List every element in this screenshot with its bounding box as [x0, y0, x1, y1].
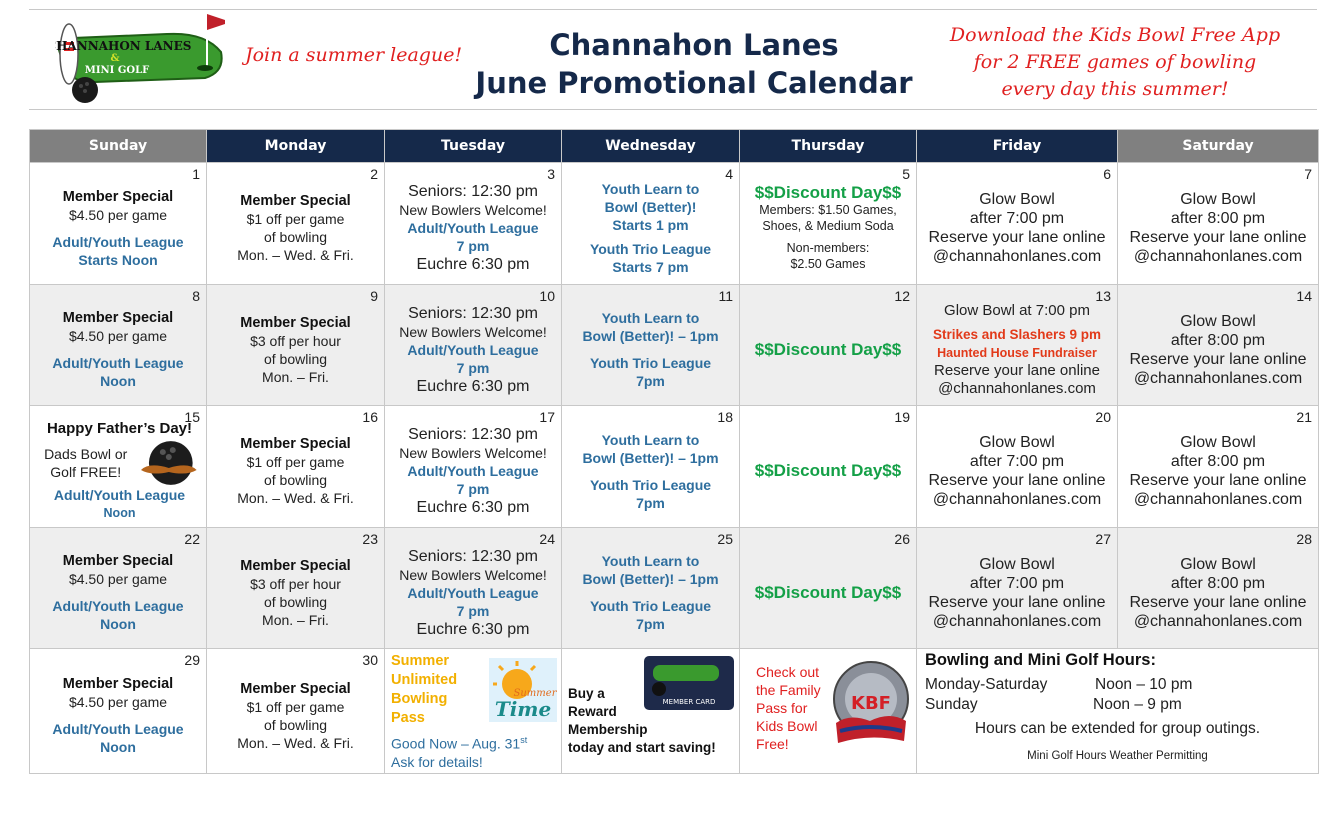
svg-text:MINI GOLF: MINI GOLF — [84, 65, 150, 76]
day-cell — [385, 527, 562, 649]
cell-line: Kids Bowl — [756, 718, 818, 734]
cell-line: Mon. – Wed. & Fri. — [237, 247, 354, 264]
day-number: 29 — [184, 652, 200, 668]
day-cell — [917, 406, 1118, 528]
day-cell — [740, 284, 917, 406]
day-cell — [1118, 163, 1319, 285]
header-sunday: Sunday — [30, 130, 207, 163]
cell-line: Starts 1 pm — [612, 217, 689, 234]
cell-line: $$Discount Day$$ — [754, 339, 902, 359]
website-link[interactable]: @channahonlanes.com — [1133, 248, 1303, 266]
header-tuesday: Tuesday — [385, 130, 562, 163]
cell-line: $1 off per game — [246, 698, 345, 715]
cell-line: Unlimited — [391, 672, 458, 688]
cell-line: Adult/Youth League — [52, 721, 184, 738]
cell-line: Youth Trio League — [589, 598, 712, 615]
day-cell — [917, 163, 1118, 285]
cell-line: Adult/Youth League — [407, 584, 539, 601]
title-line-1: Channahon Lanes — [549, 28, 839, 62]
day-number: 7 — [1304, 166, 1312, 182]
cell-line: Dads Bowl or — [44, 446, 128, 463]
cell-line: Summer — [391, 653, 450, 669]
cell-line: $3 off per hour — [250, 332, 341, 349]
summer-league-promo: Join a summer league! — [245, 44, 463, 66]
cell-line: of bowling — [263, 350, 328, 367]
cell-line: Youth Trio League — [589, 241, 712, 258]
day-number: 15 — [184, 409, 200, 425]
cell-line: after 8:00 pm — [1170, 210, 1266, 228]
day-cell — [562, 163, 740, 285]
cell-line: Free! — [756, 736, 789, 752]
cell-line: Glow Bowl — [1180, 312, 1256, 330]
cell-line: Reserve your lane online — [928, 472, 1106, 490]
cell-line: Mon. – Wed. & Fri. — [237, 734, 354, 751]
cell-line: Noon — [100, 616, 136, 633]
day-number: 22 — [184, 530, 200, 547]
cell-line: Euchre 6:30 pm — [416, 499, 530, 517]
website-link[interactable]: @channahonlanes.com — [932, 612, 1102, 630]
cell-line: Bowling — [391, 691, 448, 707]
cell-line: $$Discount Day$$ — [754, 582, 902, 602]
cell-line: after 8:00 pm — [1170, 574, 1266, 592]
cell-line: Youth Trio League — [589, 355, 712, 372]
mustache-bowling-ball-icon — [135, 440, 203, 486]
cell-line: New Bowlers Welcome! — [399, 202, 547, 219]
channahon-lanes-logo — [55, 12, 225, 104]
cell-line: Members: $1.50 Games, — [759, 203, 897, 218]
cell-line: of bowling — [263, 716, 328, 733]
cell-line: after 7:00 pm — [969, 574, 1065, 592]
cell-line: Starts Noon — [78, 251, 158, 268]
svg-text:CHANNAHON LANES: CHANNAHON LANES — [55, 39, 192, 53]
svg-text:KBF: KBF — [851, 693, 891, 714]
day-number: 18 — [717, 409, 733, 425]
cell-line: $$Discount Day$$ — [754, 461, 902, 481]
cell-line: $1 off per game — [246, 211, 345, 228]
cell-line: after 7:00 pm — [969, 453, 1065, 471]
cell-line: Glow Bowl — [979, 191, 1055, 209]
day-number: 6 — [1103, 166, 1111, 182]
day-cell — [917, 527, 1118, 649]
cell-line: Bowl (Better)! — [604, 199, 697, 216]
cell-line: Adult/Youth League — [53, 487, 186, 504]
cell-line: of bowling — [263, 229, 328, 246]
cell-line: Glow Bowl — [979, 555, 1055, 573]
week-row — [30, 527, 1319, 649]
cell-line: $4.50 per game — [68, 694, 168, 711]
day-number: 24 — [539, 530, 555, 547]
day-cell — [1118, 406, 1319, 528]
cell-line: Reserve your lane online — [1129, 229, 1307, 247]
cell-line: Seniors: 12:30 pm — [408, 426, 538, 444]
cell-line: Seniors: 12:30 pm — [408, 304, 538, 322]
svg-text:Time: Time — [494, 697, 552, 721]
cell-line: Bowl (Better)! – 1pm — [582, 571, 719, 588]
cell-line: Pass for — [756, 700, 808, 716]
cell-line: Glow Bowl — [1180, 191, 1256, 209]
hours-title: Bowling and Mini Golf Hours: — [925, 651, 1156, 669]
day-number: 10 — [539, 287, 555, 304]
cell-line: Membership — [568, 722, 648, 737]
day-cell — [562, 284, 740, 406]
cell-line: Member Special — [62, 310, 174, 327]
cell-line: Glow Bowl — [1180, 434, 1256, 452]
day-cell — [385, 163, 562, 285]
cell-line: Reserve your lane online — [934, 361, 1100, 379]
cell-line: the Family — [756, 682, 821, 698]
day-number: 26 — [894, 530, 910, 547]
cell-line: Youth Learn to — [601, 553, 700, 570]
cell-line: after 8:00 pm — [1170, 453, 1266, 471]
cell-line: Member Special — [62, 676, 174, 693]
cell-line: Haunted House Fundraiser — [937, 345, 1097, 360]
website-link[interactable]: @channahonlanes.com — [932, 491, 1102, 509]
cell-line: $4.50 per game — [68, 571, 168, 588]
day-number: 25 — [717, 530, 733, 547]
cell-line: Seniors: 12:30 pm — [408, 183, 538, 201]
header-saturday: Saturday — [1118, 130, 1319, 163]
cell-line: Adult/Youth League — [407, 463, 539, 480]
day-number: 21 — [1296, 409, 1312, 425]
cell-line: Youth Learn to — [601, 431, 700, 448]
day-cell — [207, 527, 385, 649]
cell-line: Bowl (Better)! – 1pm — [582, 328, 719, 345]
day-cell — [30, 163, 207, 285]
cell-line: Starts 7 pm — [612, 259, 689, 276]
cell-line: $$Discount Day$$ — [754, 183, 902, 203]
hours-days: Monday-Saturday — [925, 676, 1048, 693]
cell-line: Euchre 6:30 pm — [416, 377, 530, 395]
header-wednesday: Wednesday — [562, 130, 740, 163]
day-number: 8 — [192, 287, 200, 304]
website-link[interactable]: @channahonlanes.com — [1133, 369, 1303, 387]
cell-line: Glow Bowl at 7:00 pm — [944, 301, 1090, 319]
day-number: 16 — [362, 409, 378, 425]
promo-line-2: for 2 FREE games of bowling — [973, 51, 1257, 73]
cell-line: $3 off per hour — [250, 575, 341, 592]
day-cell — [1118, 284, 1319, 406]
day-number: 19 — [894, 409, 910, 425]
website-link[interactable]: @channahonlanes.com — [1133, 612, 1303, 630]
day-cell — [30, 284, 207, 406]
cell-line: Glow Bowl — [979, 434, 1055, 452]
cell-line: Shoes, & Medium Soda — [762, 219, 894, 234]
day-cell — [562, 527, 740, 649]
day-number: 17 — [539, 409, 555, 425]
cell-line: today and start saving! — [568, 740, 716, 755]
day-number: 14 — [1296, 287, 1312, 304]
cell-line: Bowl (Better)! – 1pm — [582, 449, 719, 466]
cell-line: New Bowlers Welcome! — [399, 323, 547, 340]
cell-line: Glow Bowl — [1180, 555, 1256, 573]
cell-line: Golf FREE! — [50, 464, 122, 481]
cell-line: Noon — [103, 506, 136, 521]
cell-line: after 7:00 pm — [969, 210, 1065, 228]
header-monday: Monday — [207, 130, 385, 163]
promo-line-3: every day this summer! — [1001, 78, 1229, 100]
day-number: 3 — [547, 166, 555, 182]
week-row — [30, 163, 1319, 285]
cell-line: New Bowlers Welcome! — [399, 566, 547, 583]
website-link[interactable]: @channahonlanes.com — [1133, 491, 1303, 509]
day-cell — [30, 649, 207, 774]
cell-line: Buy a — [568, 686, 605, 701]
day-number: 28 — [1296, 530, 1312, 547]
header-thursday: Thursday — [740, 130, 917, 163]
cell-line: Mon. – Fri. — [262, 611, 329, 628]
cell-line: Check out — [756, 664, 820, 680]
cell-line: of bowling — [263, 472, 328, 489]
cell-line: Youth Trio League — [589, 476, 712, 493]
cell-line: Happy Father’s Day! — [46, 420, 193, 438]
day-cell — [207, 163, 385, 285]
cell-line: 7pm — [636, 494, 665, 511]
cell-line: Reward — [568, 704, 617, 719]
day-cell — [385, 284, 562, 406]
summer-time-image — [489, 658, 557, 722]
cell-line: after 8:00 pm — [1170, 331, 1266, 349]
header-friday: Friday — [917, 130, 1118, 163]
cell-line: Pass — [391, 710, 425, 726]
svg-text:Summer: Summer — [513, 688, 557, 699]
day-number: 30 — [362, 652, 378, 668]
hours-footnote: Mini Golf Hours Weather Permitting — [1027, 750, 1208, 762]
day-cell — [917, 284, 1118, 406]
day-number: 20 — [1095, 409, 1111, 425]
cell-line: Member Special — [240, 314, 351, 331]
day-cell — [30, 406, 207, 528]
day-cell — [740, 406, 917, 528]
cell-line: Reserve your lane online — [928, 229, 1106, 247]
cell-line: Euchre 6:30 pm — [416, 256, 530, 274]
hours-time: Noon – 10 pm — [1095, 676, 1193, 693]
hours-time: Noon – 9 pm — [1093, 696, 1182, 713]
day-cell — [385, 406, 562, 528]
cell-line: 7 pm — [456, 238, 490, 255]
cell-line: Euchre 6:30 pm — [416, 620, 530, 638]
day-number: 12 — [894, 287, 910, 304]
cell-line: 7 pm — [456, 359, 490, 376]
week-row — [30, 649, 1319, 774]
day-number: 23 — [362, 530, 378, 547]
cell-line: $1 off per game — [246, 454, 345, 471]
kbf-badge-image — [830, 659, 912, 747]
cell-line: Reserve your lane online — [1129, 593, 1307, 611]
day-cell — [740, 163, 917, 285]
day-number: 11 — [718, 287, 733, 304]
cell-line: Strikes and Slashers 9 pm — [932, 326, 1102, 342]
cell-line: 7 pm — [456, 481, 490, 498]
cell-line: Reserve your lane online — [1129, 472, 1307, 490]
kids-bowl-free-cell — [740, 649, 917, 774]
cell-line: 7 pm — [456, 602, 490, 619]
kids-bowl-free-promo — [930, 22, 1300, 103]
day-cell — [1118, 527, 1319, 649]
website-link[interactable]: @channahonlanes.com — [938, 379, 1096, 397]
hours-cell — [917, 649, 1319, 774]
cell-line: Member Special — [240, 436, 351, 453]
reward-membership-cell — [562, 649, 740, 774]
day-cell — [207, 649, 385, 774]
svg-text:&: & — [110, 53, 120, 64]
day-number: 4 — [725, 166, 733, 182]
june-calendar — [29, 129, 1319, 774]
day-cell — [562, 406, 740, 528]
day-cell — [740, 527, 917, 649]
cell-line: of bowling — [263, 593, 328, 610]
hours-note: Hours can be extended for group outings. — [974, 720, 1261, 737]
cell-line: $2.50 Games — [790, 257, 866, 272]
cell-line: Adult/Youth League — [52, 355, 184, 372]
cell-line: Member Special — [240, 680, 351, 697]
cell-line: Adult/Youth League — [407, 220, 539, 237]
header-rule — [29, 109, 1317, 110]
cell-line: Reserve your lane online — [928, 593, 1106, 611]
promo-line-1: Download the Kids Bowl Free App — [949, 24, 1281, 46]
cell-line: Adult/Youth League — [407, 341, 539, 358]
day-cell — [30, 527, 207, 649]
top-rule — [29, 9, 1317, 10]
cell-line: Member Special — [240, 193, 351, 210]
cell-line: Non-members: — [786, 241, 870, 256]
cell-line: Member Special — [240, 557, 351, 574]
cell-line: Youth Learn to — [601, 310, 700, 327]
page-title — [470, 26, 918, 102]
day-cell — [207, 284, 385, 406]
cell-line: Good Now – Aug. 31st — [391, 735, 528, 752]
cell-line: Noon — [100, 373, 136, 390]
cell-line: Youth Learn to — [601, 181, 700, 198]
day-number: 2 — [370, 166, 378, 182]
cell-line: Adult/Youth League — [52, 598, 184, 615]
cell-line: $4.50 per game — [68, 206, 168, 223]
day-number: 1 — [192, 166, 200, 182]
hours-days: Sunday — [925, 696, 978, 713]
cell-line: Member Special — [62, 188, 174, 205]
website-link[interactable]: @channahonlanes.com — [932, 248, 1102, 266]
cell-line: Mon. – Wed. & Fri. — [237, 490, 354, 507]
summer-pass-cell — [385, 649, 562, 774]
day-number: 27 — [1095, 530, 1111, 547]
day-number: 13 — [1095, 287, 1111, 304]
day-number: 9 — [370, 287, 378, 304]
cell-line: Noon — [100, 739, 136, 756]
week-row — [30, 406, 1319, 528]
cell-line: $4.50 per game — [68, 328, 168, 345]
cell-line: 7pm — [636, 616, 665, 633]
cell-line: Reserve your lane online — [1129, 350, 1307, 368]
title-line-2: June Promotional Calendar — [475, 66, 913, 100]
weekday-header-row — [30, 130, 1319, 163]
cell-line: New Bowlers Welcome! — [399, 445, 547, 462]
day-cell — [207, 406, 385, 528]
cell-line: Ask for details! — [391, 753, 483, 770]
cell-line: Member Special — [62, 553, 174, 570]
svg-text:MEMBER CARD: MEMBER CARD — [662, 698, 716, 706]
day-number: 5 — [902, 166, 910, 182]
member-card-image — [643, 655, 735, 711]
cell-line: Mon. – Fri. — [262, 368, 329, 385]
week-row — [30, 284, 1319, 406]
cell-line: Seniors: 12:30 pm — [408, 547, 538, 565]
cell-line: Adult/Youth League — [52, 233, 184, 250]
cell-line: 7pm — [636, 373, 665, 390]
